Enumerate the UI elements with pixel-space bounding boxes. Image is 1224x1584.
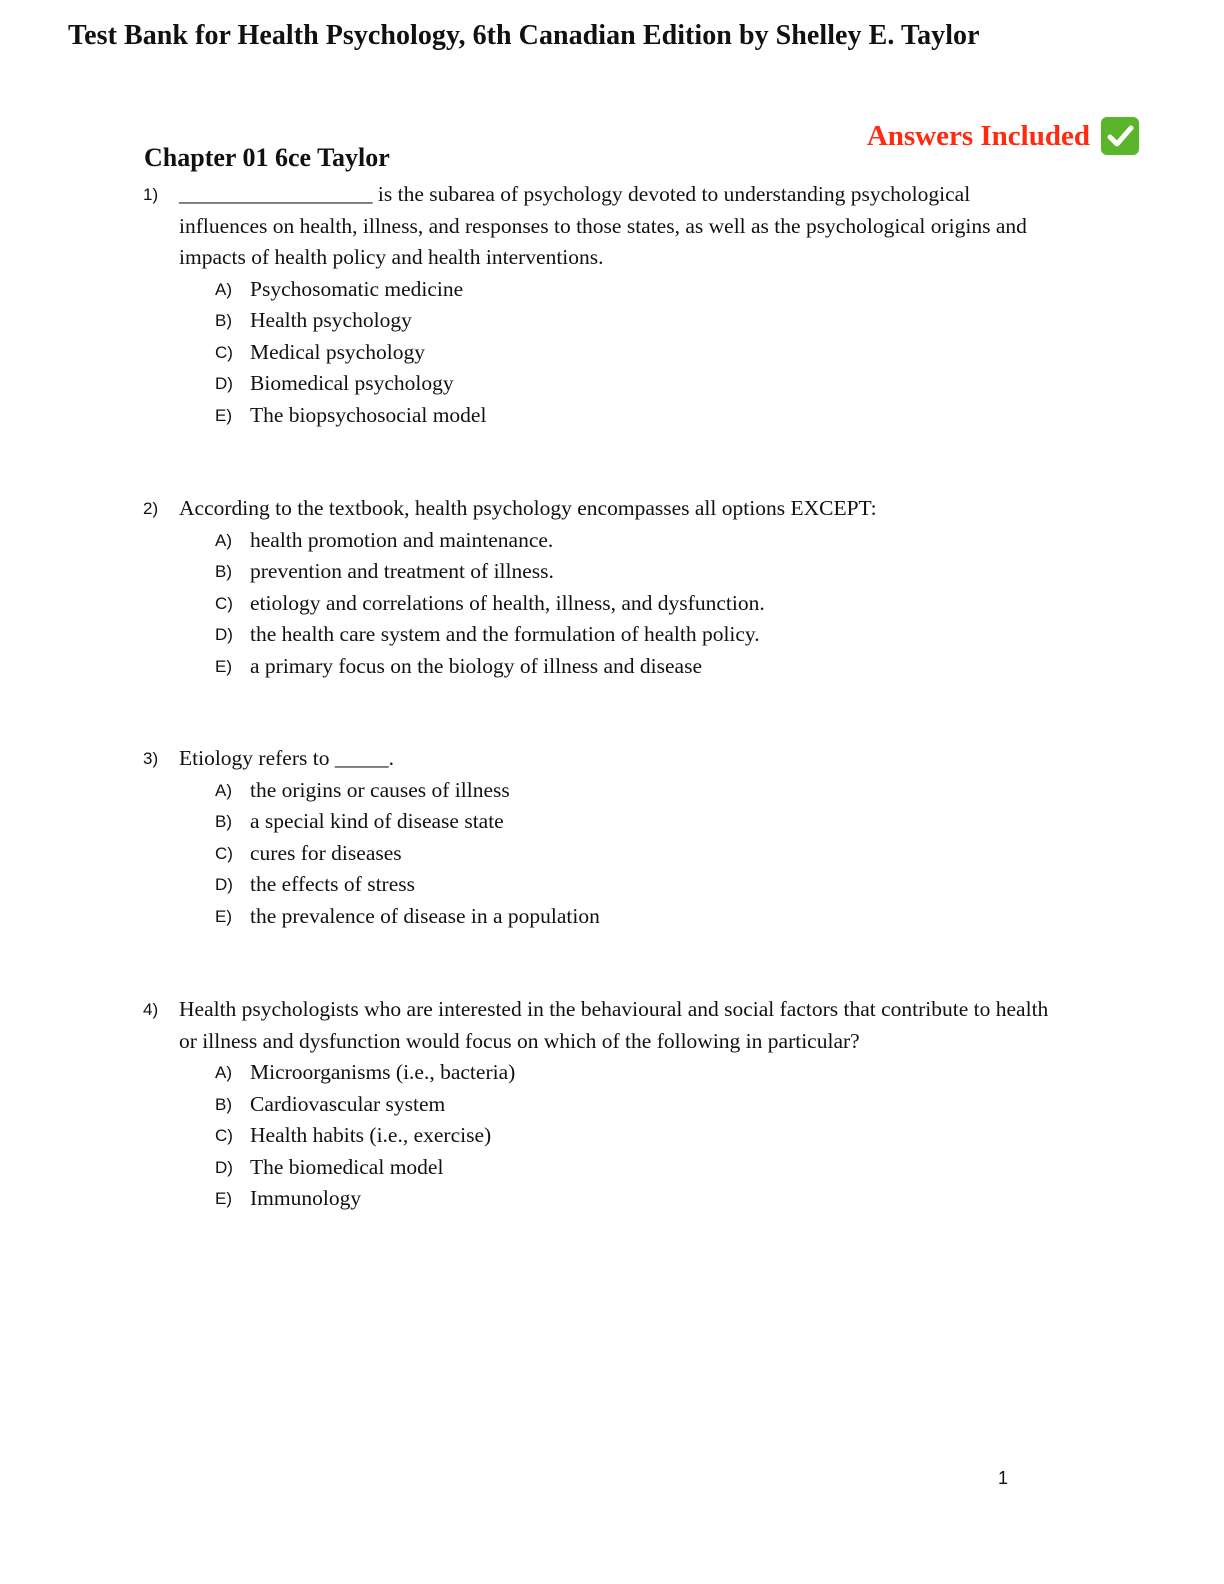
- option-c: [143, 1120, 1063, 1152]
- question-4: [143, 994, 1063, 1215]
- option-list: [143, 525, 1063, 683]
- option-text: The biopsychosocial model: [250, 402, 487, 427]
- option-letter: D): [215, 1157, 233, 1177]
- option-list: [143, 1057, 1063, 1215]
- option-list: [143, 274, 1063, 432]
- option-text: Microorganisms (i.e., bacteria): [250, 1060, 516, 1084]
- option-a: [143, 525, 1063, 557]
- option-a: [143, 1057, 1063, 1089]
- option-d: [143, 1152, 1063, 1184]
- question-2: [143, 493, 1063, 682]
- option-d: [143, 619, 1063, 651]
- option-letter: E): [215, 1189, 232, 1208]
- option-letter: B): [215, 562, 232, 581]
- chapter-title: Chapter 01 6ce Taylor: [144, 143, 390, 172]
- option-d: [143, 368, 1063, 400]
- option-text: health promotion and maintenance.: [250, 527, 554, 552]
- option-e: [143, 1183, 1063, 1215]
- document-title: Test Bank for Health Psychology, 6th Canadian Edition by Shelley E. Taylor: [68, 20, 980, 51]
- option-c: [143, 838, 1063, 870]
- option-text: Biomedical psychology: [250, 371, 454, 395]
- option-letter: A): [215, 1063, 232, 1082]
- option-e: [143, 400, 1063, 432]
- answers-included-label: Answers Included: [866, 119, 1090, 152]
- option-letter: B): [215, 812, 232, 831]
- option-text: Medical psychology: [250, 339, 425, 364]
- option-text: a primary focus on the biology of illness and disease: [250, 653, 702, 678]
- option-text: Immunology: [250, 1186, 362, 1210]
- option-a: [143, 775, 1063, 807]
- option-list: [143, 775, 1063, 933]
- answers-included-badge: [867, 116, 1140, 156]
- option-letter: C): [215, 593, 233, 613]
- option-letter: C): [215, 342, 233, 362]
- option-text: The biomedical model: [250, 1154, 444, 1179]
- option-text: etiology and correlations of health, illness, and dysfunction.: [250, 590, 765, 615]
- question-number: 1): [143, 185, 159, 204]
- option-text: Health psychology: [250, 308, 412, 332]
- option-letter: E): [215, 656, 232, 676]
- option-b: [143, 556, 1063, 588]
- option-text: the effects of stress: [250, 872, 415, 896]
- option-e: [143, 651, 1063, 683]
- option-b: [143, 305, 1063, 337]
- option-letter: D): [215, 875, 233, 894]
- question-1: [143, 179, 1063, 431]
- option-c: [143, 337, 1063, 369]
- option-a: [143, 274, 1063, 306]
- option-b: [143, 1089, 1063, 1121]
- check-mark-button-icon: [1100, 116, 1140, 156]
- option-text: the health care system and the formulation of health policy.: [250, 622, 760, 646]
- option-letter: A): [215, 530, 232, 550]
- question-3: [143, 743, 1063, 932]
- question-text: __________________ is the subarea of psychology devoted to understanding psychological influences on health, illness, and responses to those states, as well as the psychological origins and impacts of health policy and health interventions.: [179, 182, 1027, 269]
- option-text: prevention and treatment of illness.: [250, 559, 554, 583]
- option-text: Psychosomatic medicine: [250, 276, 464, 301]
- option-letter: B): [215, 1094, 232, 1114]
- question-text: Health psychologists who are interested in the behavioural and social factors that contribute to health or illness and dysfunction would focus on which of the following in particular?: [179, 997, 1049, 1053]
- option-letter: C): [215, 1126, 233, 1145]
- option-text: cures for diseases: [250, 840, 402, 865]
- option-letter: E): [215, 405, 232, 425]
- option-text: a special kind of disease state: [250, 809, 504, 833]
- question-text: According to the textbook, health psychology encompasses all options EXCEPT:: [179, 496, 877, 520]
- option-letter: D): [215, 374, 233, 393]
- option-e: [143, 901, 1063, 933]
- question-number: 4): [143, 1000, 159, 1019]
- option-text: the prevalence of disease in a population: [250, 903, 600, 928]
- option-text: Cardiovascular system: [250, 1091, 446, 1116]
- option-letter: E): [215, 906, 232, 926]
- option-letter: C): [215, 843, 233, 863]
- option-letter: A): [215, 279, 232, 299]
- option-d: [143, 869, 1063, 901]
- question-number: 2): [143, 499, 159, 518]
- option-letter: B): [215, 311, 232, 330]
- question-stem: [143, 179, 1063, 274]
- option-text: Health habits (i.e., exercise): [250, 1123, 492, 1147]
- question-number: 3): [143, 749, 159, 768]
- option-b: [143, 806, 1063, 838]
- question-stem: [143, 493, 1063, 525]
- option-c: [143, 588, 1063, 620]
- question-stem: [143, 994, 1063, 1057]
- option-letter: A): [215, 780, 232, 800]
- option-text: the origins or causes of illness: [250, 777, 510, 802]
- question-text: Etiology refers to _____.: [179, 746, 394, 770]
- option-letter: D): [215, 625, 233, 644]
- question-stem: [143, 743, 1063, 775]
- page-number: 1: [998, 1468, 1009, 1488]
